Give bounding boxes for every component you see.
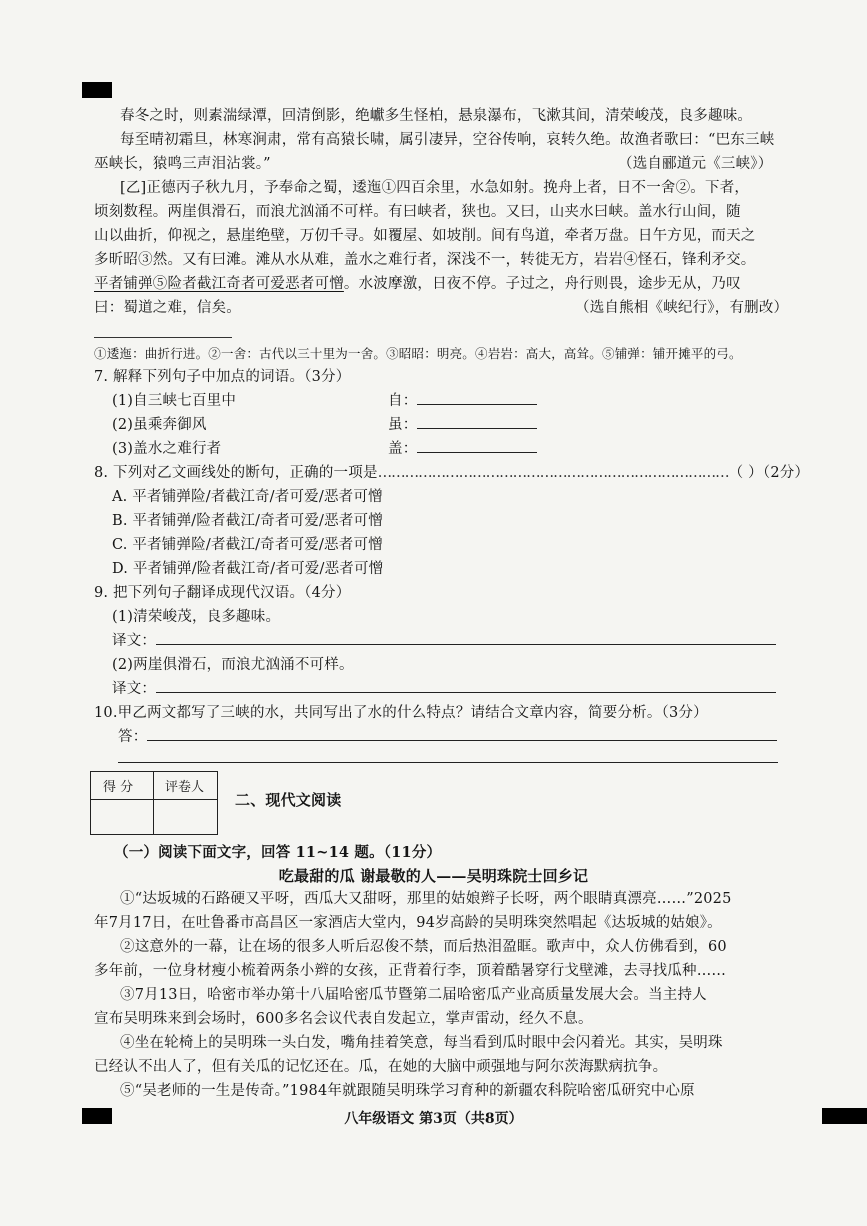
article-paragraph: 多年前，一位身材瘦小梳着两条小辫的女孩，正背着行李，顶着酷暑穿行戈壁滩，去寻找瓜种…… (94, 963, 727, 979)
section-heading: 二、现代文阅读 (235, 791, 342, 809)
q7-answer-1 (388, 389, 537, 413)
q7-item-2: (2)虽乘奔御风 (112, 417, 207, 433)
q10-answer-line (118, 725, 777, 749)
q7-answer-2 (388, 413, 537, 437)
passage-line: [乙]正德丙子秋九月，予奉命之蜀，逶迤①四百余里，水急如射。挽舟上者，日不一舍②。下者， (120, 180, 750, 196)
score-box-divider (153, 772, 154, 834)
q7-answer-blank-3[interactable] (417, 438, 537, 453)
q10-answer-blank-1[interactable] (147, 726, 777, 741)
q10-answer-blank-2[interactable] (118, 762, 778, 763)
article-paragraph: ①“达坂城的石路硬又平呀，西瓜大又甜呀，那里的姑娘辫子长呀，两个眼睛真漂亮……”2025 (120, 891, 732, 907)
score-box-divider (91, 799, 217, 800)
article-paragraph: ③7月13日，哈密市举办第十八届哈密瓜节暨第二届哈密瓜产业高质量发展大会。当主持人 (120, 987, 707, 1003)
q8-option-a: A. 平者铺弹险/者截江奇/者可爱/恶者可憎 (112, 489, 383, 505)
passage-text: 。水波摩激，日夜不停。子过之，舟行则畏，途步无从，乃叹 (343, 276, 741, 292)
passage-line: 山以曲折，仰视之，悬崖绝壁，万仞千寻。如覆屋、如坡削。间有鸟道，牵者万盘。日午方见，而天之 (94, 228, 756, 244)
q9-answer-line-2 (112, 677, 776, 701)
article-paragraph: 宣布吴明珠来到会场时，600多名会议代表自发起立，掌声雷动，经久不息。 (94, 1011, 593, 1027)
q8-option-c: C. 平者铺弹险/者截江/奇者可爱/恶者可憎 (112, 537, 383, 553)
article-paragraph: ④坐在轮椅上的吴明珠一头白发，嘴角挂着笑意，每当看到瓜时眼中会闪着光。其实，吴明珠 (120, 1035, 723, 1051)
score-label: 得 分 (103, 780, 134, 795)
q8-text: 8. 下列对乙文画线处的断句，正确的一项是 (94, 465, 378, 481)
article-paragraph: ②这意外的一幕，让在场的很多人听后忍俊不禁，而后热泪盈眶。歌声中，众人仿佛看到，60 (120, 939, 727, 955)
question-9-stem: 9. 把下列句子翻译成现代汉语。（4分） (94, 585, 351, 601)
page-footer: 八年级语文 第3页（共8页） (344, 1111, 523, 1127)
q9-answer-line-1 (112, 629, 776, 653)
q9-answer-blank-2[interactable] (156, 678, 776, 693)
q9-answer-label: 译文： (112, 633, 157, 649)
registration-mark-top-left (82, 82, 112, 98)
question-8-stem (94, 461, 809, 485)
q7-answer-label: 盖： (388, 441, 418, 457)
q8-option-d: D. 平者铺弹/险者截江奇/者可爱/恶者可憎 (112, 561, 384, 577)
passage-source: （选自熊相《峡纪行》，有删改） (575, 300, 789, 316)
score-box (90, 771, 218, 835)
footnote-rule (94, 337, 232, 338)
q9-answer-label: 译文： (112, 681, 157, 697)
passage-line: 多昕昭③然。又有曰滩。滩从水从难，盖水之难行者，深浅不一，转徙无方，岩岩④怪石，锋利矛交。 (94, 252, 756, 268)
q7-item-3: (3)盖水之难行者 (112, 441, 222, 457)
q7-answer-blank-1[interactable] (417, 390, 537, 405)
passage-line: 顷刻数程。两崖俱滑石，而浪尤汹涌不可样。有曰峡者，狭也。又曰，山夹水曰峡。盖水行山间，随 (94, 204, 741, 220)
q7-answer-3 (388, 437, 537, 461)
article-paragraph: 已经认不出人了，但有关瓜的记忆还在。瓜，在她的大脑中顽强地与阿尔茨海默病抗争。 (94, 1059, 668, 1075)
article-title: 吃最甜的瓜 谢最敬的人——吴明珠院士回乡记 (278, 867, 589, 885)
q8-answer-paren[interactable]: （ ）（2分） (728, 465, 810, 481)
q7-answer-label: 自： (388, 393, 418, 409)
question-7-stem: 7. 解释下列句子中加点的词语。（3分） (94, 369, 351, 385)
q9-sentence-1: (1)清荣峻茂，良多趣味。 (112, 609, 281, 625)
grader-label: 评卷人 (165, 780, 205, 795)
question-10-stem: 10.甲乙两文都写了三峡的水，共同写出了水的什么特点？请结合文章内容，简要分析。（3分） (94, 705, 708, 721)
passage-line: 曰：蜀道之难，信矣。 (94, 300, 241, 316)
underlined-sentence: 平者铺弹⑤险者截江奇者可爱恶者可憎 (94, 276, 344, 292)
article-paragraph: ⑤“吴老师的一生是传奇。”1984年就跟随吴明珠学习育种的新疆农科院哈密瓜研究中心原 (120, 1083, 695, 1099)
passage-line: 每至晴初霜旦，林寒涧肃，常有高猿长啸，属引凄异，空谷传响，哀转久绝。故渔者歌曰：“巴东三峡 (120, 132, 775, 148)
q9-sentence-2: (2)两崖俱滑石，而浪尤汹涌不可样。 (112, 657, 354, 673)
q9-answer-blank-1[interactable] (156, 630, 776, 645)
article-paragraph: 年7月17日，在吐鲁番市高昌区一家酒店大堂内，94岁高龄的吴明珠突然唱起《达坂城的姑娘》。 (94, 915, 722, 931)
passage-line: 春冬之时，则素湍绿潭，回清倒影，绝巘多生怪柏，悬泉瀑布，飞漱其间，清荣峻茂，良多趣味。 (120, 108, 753, 124)
q7-answer-label: 虽： (388, 417, 418, 433)
part-instruction: （一）阅读下面文字，回答 11~14 题。（11分） (114, 844, 442, 861)
q7-answer-blank-2[interactable] (417, 414, 537, 429)
passage-line: 巫峡长，猿鸣三声泪沾裳。” (94, 156, 271, 172)
q10-answer-label: 答： (118, 729, 148, 745)
q8-dot-leader: …………………………………………………………………… (377, 465, 729, 481)
passage-source: （选自郦道元《三峡》） (618, 156, 773, 172)
passage-line (94, 272, 741, 296)
q8-option-b: B. 平者铺弹/险者截江/奇者可爱/恶者可憎 (112, 513, 383, 529)
q7-item-1: (1)自三峡七百里中 (112, 393, 237, 409)
footnotes: ①逶迤：曲折行进。②一舍：古代以三十里为一舍。③昭昭：明亮。④岩岩：高大，高耸。⑤铺弹：铺开摊平的弓。 (94, 346, 742, 361)
